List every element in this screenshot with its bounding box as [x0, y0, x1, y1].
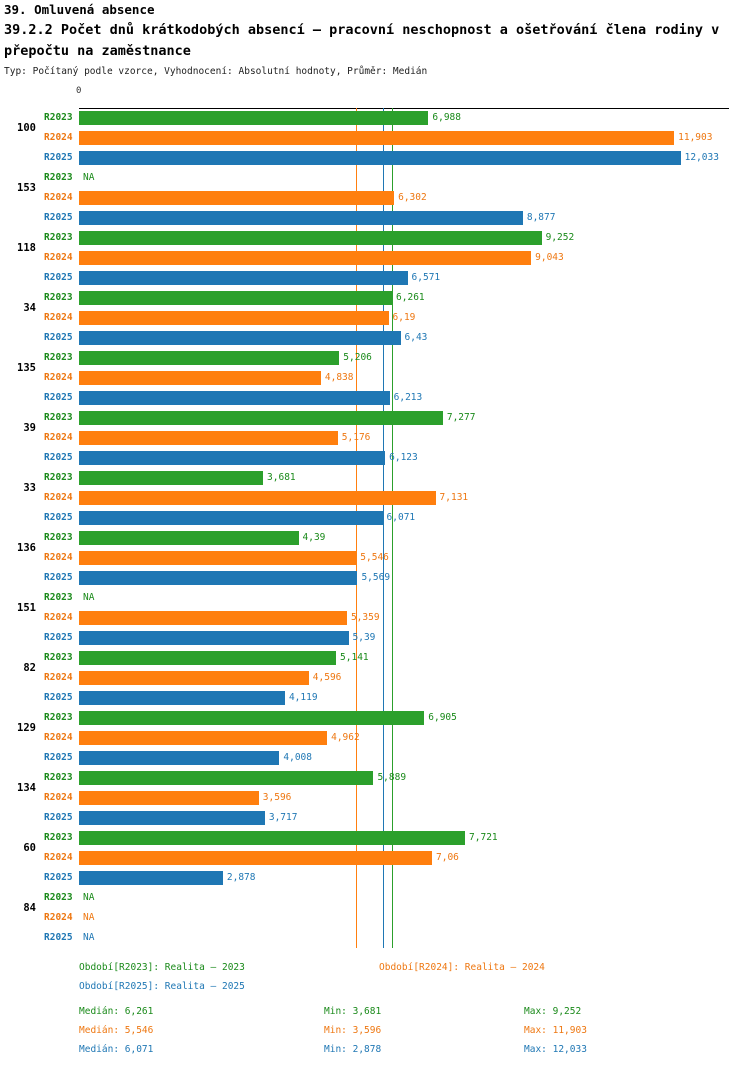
chart-bar-row: [0, 128, 750, 148]
bar-value-label: 9,252: [545, 232, 575, 243]
bar-value-label: 5,39: [352, 632, 376, 643]
category-label: 136: [17, 542, 36, 554]
chart-group: [0, 108, 750, 168]
chart-bar-row: [0, 328, 750, 348]
chart-bar-row: [0, 248, 750, 268]
chart-bar-row: [0, 588, 750, 608]
chart-bar-row: [0, 908, 750, 928]
series-label-r2023: R2023: [44, 772, 73, 783]
bar-value-na: NA: [83, 912, 95, 923]
series-label-r2025: R2025: [44, 872, 73, 883]
bar-r2024[interactable]: [79, 131, 674, 145]
stat-max: Max: 11,903: [524, 1025, 587, 1036]
bar-r2025[interactable]: [79, 511, 383, 525]
series-label-r2024: R2024: [44, 792, 73, 803]
category-label: 135: [17, 362, 36, 374]
bar-r2024[interactable]: [79, 191, 394, 205]
bar-r2025[interactable]: [79, 631, 349, 645]
bar-r2024[interactable]: [79, 491, 436, 505]
category-label: 84: [23, 902, 36, 914]
chart-group: [0, 408, 750, 468]
series-label-r2024: R2024: [44, 492, 73, 503]
chart-bar-row: [0, 728, 750, 748]
bar-r2023[interactable]: [79, 711, 424, 725]
series-label-r2025: R2025: [44, 272, 73, 283]
chart-group: [0, 588, 750, 648]
chart-bar-row: [0, 408, 750, 428]
bar-value-label: 6,261: [396, 292, 425, 303]
series-label-r2023: R2023: [44, 412, 73, 423]
stat-max: Max: 9,252: [524, 1006, 582, 1017]
bar-r2024[interactable]: [79, 311, 389, 325]
series-label-r2025: R2025: [44, 632, 73, 643]
category-label: 153: [17, 182, 36, 194]
x-axis-zero-tick: 0: [76, 86, 82, 96]
series-label-r2024: R2024: [44, 612, 73, 623]
category-label: 39: [23, 422, 36, 434]
bar-r2024[interactable]: [79, 431, 338, 445]
chart-bar-row: [0, 108, 750, 128]
chart-bar-row: [0, 688, 750, 708]
bar-value-label: 3,681: [267, 472, 296, 483]
series-label-r2024: R2024: [44, 552, 73, 563]
series-label-r2023: R2023: [44, 352, 73, 363]
category-label: 118: [17, 242, 36, 254]
bar-value-na: NA: [83, 172, 95, 183]
chart-bar-row: [0, 368, 750, 388]
chart-group: [0, 288, 750, 348]
chart-group: [0, 708, 750, 768]
bar-r2025[interactable]: [79, 751, 279, 765]
chart-group: [0, 228, 750, 288]
series-label-r2025: R2025: [44, 152, 73, 163]
bar-value-na: NA: [83, 932, 95, 943]
chart-subtitle: Typ: Počítaný podle vzorce, Vyhodnocení: Absolutní hodnoty, Průměr: Medián: [4, 66, 428, 77]
chart-bar-row: [0, 268, 750, 288]
bar-r2023[interactable]: [79, 471, 263, 485]
bar-value-label: 7,131: [439, 492, 469, 503]
chart-bar-row: [0, 288, 750, 308]
chart-group: [0, 168, 750, 228]
chart-bar-row: [0, 628, 750, 648]
category-label: 60: [23, 842, 36, 854]
bar-value-label: 2,878: [226, 872, 256, 883]
bar-r2025[interactable]: [79, 271, 408, 285]
bar-value-label: 5,569: [361, 572, 391, 583]
bar-r2025[interactable]: [79, 211, 523, 225]
series-label-r2023: R2023: [44, 712, 73, 723]
bar-value-label: 6,302: [398, 192, 427, 203]
bar-r2024[interactable]: [79, 611, 347, 625]
bar-value-na: NA: [83, 592, 95, 603]
bar-value-label: 4,838: [324, 372, 354, 383]
bar-value-label: 4,596: [312, 672, 342, 683]
bar-value-label: 6,19: [392, 312, 416, 323]
series-label-r2023: R2023: [44, 172, 73, 183]
chart-bar-row: [0, 388, 750, 408]
bar-value-label: 7,06: [436, 852, 459, 863]
series-label-r2023: R2023: [44, 652, 73, 663]
chart-supertitle: 39. Omluvená absence: [4, 2, 155, 17]
chart-bar-row: [0, 848, 750, 868]
chart-group: [0, 828, 750, 888]
legend-stats-row: [0, 1025, 750, 1044]
bar-r2023[interactable]: [79, 291, 392, 305]
stat-median: Medián: 6,261: [79, 1006, 154, 1017]
chart-bar-row: [0, 708, 750, 728]
chart-bar-row: [0, 828, 750, 848]
chart-bar-row: [0, 348, 750, 368]
bar-r2023[interactable]: [79, 771, 373, 785]
chart-bar-row: [0, 208, 750, 228]
bar-value-label: 4,39: [302, 532, 326, 543]
bar-r2025[interactable]: [79, 331, 401, 345]
bar-r2024[interactable]: [79, 551, 356, 565]
bar-value-label: 6,571: [411, 272, 441, 283]
stat-min: Min: 2,878: [324, 1044, 382, 1055]
bar-value-label: 3,717: [268, 812, 298, 823]
bar-value-label: 6,43: [404, 332, 428, 343]
category-label: 151: [17, 602, 36, 614]
series-label-r2024: R2024: [44, 372, 73, 383]
bar-r2023[interactable]: [79, 231, 542, 245]
series-label-r2023: R2023: [44, 472, 73, 483]
legend-item-r2024: Období[R2024]: Realita – 2024: [379, 962, 545, 973]
category-label: 82: [23, 662, 36, 674]
category-label: 34: [23, 302, 36, 314]
bar-value-label: 8,877: [526, 212, 556, 223]
chart-bar-row: [0, 148, 750, 168]
series-label-r2023: R2023: [44, 592, 73, 603]
series-label-r2025: R2025: [44, 332, 73, 343]
category-label: 134: [17, 782, 36, 794]
bar-value-label: 5,359: [350, 612, 380, 623]
chart-bar-row: [0, 568, 750, 588]
series-label-r2023: R2023: [44, 532, 73, 543]
bar-value-label: 5,176: [341, 432, 371, 443]
series-label-r2023: R2023: [44, 112, 73, 123]
chart-bar-row: [0, 468, 750, 488]
stat-median: Medián: 6,071: [79, 1044, 154, 1055]
series-label-r2025: R2025: [44, 212, 73, 223]
bar-r2024[interactable]: [79, 671, 309, 685]
legend-row: [0, 962, 750, 981]
chart-group: [0, 648, 750, 708]
bar-value-label: 6,905: [428, 712, 457, 723]
chart-bar-row: [0, 648, 750, 668]
page-title: 39.2.2 Počet dnů krátkodobých absencí – pracovní neschopnost a ošetřování člena rodiny v přepočtu na zaměstnance: [4, 22, 720, 59]
chart-group: [0, 888, 750, 948]
bar-value-na: NA: [83, 892, 95, 903]
bar-r2023[interactable]: [79, 111, 428, 125]
stat-min: Min: 3,681: [324, 1006, 382, 1017]
bar-r2025[interactable]: [79, 391, 390, 405]
chart-group: [0, 348, 750, 408]
bar-value-label: 6,071: [386, 512, 416, 523]
bar-value-label: 4,008: [283, 752, 312, 763]
chart-group: [0, 468, 750, 528]
chart-bar-row: [0, 768, 750, 788]
bar-r2025[interactable]: [79, 811, 265, 825]
bar-r2024[interactable]: [79, 731, 327, 745]
bar-r2023[interactable]: [79, 831, 465, 845]
bar-value-label: 6,213: [393, 392, 423, 403]
chart-bar-row: [0, 928, 750, 948]
chart-bar-row: [0, 188, 750, 208]
series-label-r2024: R2024: [44, 672, 73, 683]
series-label-r2025: R2025: [44, 572, 73, 583]
category-label: 33: [23, 482, 36, 494]
series-label-r2025: R2025: [44, 692, 73, 703]
category-label: 129: [17, 722, 36, 734]
bar-value-label: 11,903: [678, 132, 713, 143]
legend-stats-row: [0, 1044, 750, 1063]
series-label-r2025: R2025: [44, 812, 73, 823]
bar-value-label: 12,033: [684, 152, 719, 163]
chart-bar-row: [0, 868, 750, 888]
chart-bar-row: [0, 808, 750, 828]
bar-r2024[interactable]: [79, 371, 321, 385]
chart-group: [0, 768, 750, 828]
bar-r2024[interactable]: [79, 791, 259, 805]
series-label-r2023: R2023: [44, 292, 73, 303]
chart-bar-row: [0, 548, 750, 568]
bar-r2025[interactable]: [79, 691, 285, 705]
bar-r2025[interactable]: [79, 151, 681, 165]
bar-value-label: 4,119: [288, 692, 318, 703]
bar-value-label: 7,277: [446, 412, 476, 423]
chart-bar-row: [0, 228, 750, 248]
chart-bar-row: [0, 168, 750, 188]
bar-r2023[interactable]: [79, 411, 443, 425]
bar-r2025[interactable]: [79, 571, 357, 585]
stat-min: Min: 3,596: [324, 1025, 382, 1036]
bar-r2025[interactable]: [79, 871, 223, 885]
chart-bar-row: [0, 748, 750, 768]
bar-r2025[interactable]: [79, 451, 385, 465]
legend-item-r2025: Období[R2025]: Realita – 2025: [79, 981, 245, 992]
bar-value-label: 6,123: [389, 452, 418, 463]
bar-r2023[interactable]: [79, 651, 336, 665]
bar-value-label: 9,043: [535, 252, 564, 263]
chart-bar-row: [0, 448, 750, 468]
series-label-r2024: R2024: [44, 432, 73, 443]
legend-item-r2023: Období[R2023]: Realita – 2023: [79, 962, 245, 973]
bar-value-label: 3,596: [262, 792, 292, 803]
series-label-r2023: R2023: [44, 232, 73, 243]
bar-value-label: 5,206: [343, 352, 372, 363]
bar-r2024[interactable]: [79, 251, 531, 265]
chart-bar-row: [0, 428, 750, 448]
series-label-r2025: R2025: [44, 512, 73, 523]
chart-bar-row: [0, 528, 750, 548]
chart-bar-row: [0, 608, 750, 628]
bar-value-label: 5,889: [377, 772, 407, 783]
series-label-r2024: R2024: [44, 732, 73, 743]
bar-r2023[interactable]: [79, 351, 339, 365]
series-label-r2024: R2024: [44, 132, 73, 143]
bar-value-label: 6,988: [432, 112, 461, 123]
bar-value-label: 5,141: [340, 652, 369, 663]
chart-bar-row: [0, 668, 750, 688]
series-label-r2023: R2023: [44, 892, 73, 903]
bar-r2023[interactable]: [79, 531, 299, 545]
chart-bar-row: [0, 488, 750, 508]
series-label-r2024: R2024: [44, 912, 73, 923]
stat-max: Max: 12,033: [524, 1044, 587, 1055]
category-label: 100: [17, 122, 36, 134]
series-label-r2025: R2025: [44, 932, 73, 943]
chart-bar-row: [0, 788, 750, 808]
stat-median: Medián: 5,546: [79, 1025, 154, 1036]
series-label-r2024: R2024: [44, 252, 73, 263]
legend-row: [0, 981, 750, 1000]
chart-group: [0, 528, 750, 588]
bar-value-label: 4,962: [331, 732, 360, 743]
series-label-r2024: R2024: [44, 312, 73, 323]
plot-area: [0, 108, 750, 948]
series-label-r2025: R2025: [44, 392, 73, 403]
chart-bar-row: [0, 508, 750, 528]
bar-r2024[interactable]: [79, 851, 432, 865]
chart-bar-row: [0, 308, 750, 328]
legend-stats-row: [0, 1006, 750, 1025]
chart-bar-row: [0, 888, 750, 908]
bar-value-label: 5,546: [360, 552, 389, 563]
series-label-r2025: R2025: [44, 452, 73, 463]
series-label-r2024: R2024: [44, 852, 73, 863]
series-label-r2024: R2024: [44, 192, 73, 203]
bar-value-label: 7,721: [469, 832, 498, 843]
series-label-r2023: R2023: [44, 832, 73, 843]
series-label-r2025: R2025: [44, 752, 73, 763]
